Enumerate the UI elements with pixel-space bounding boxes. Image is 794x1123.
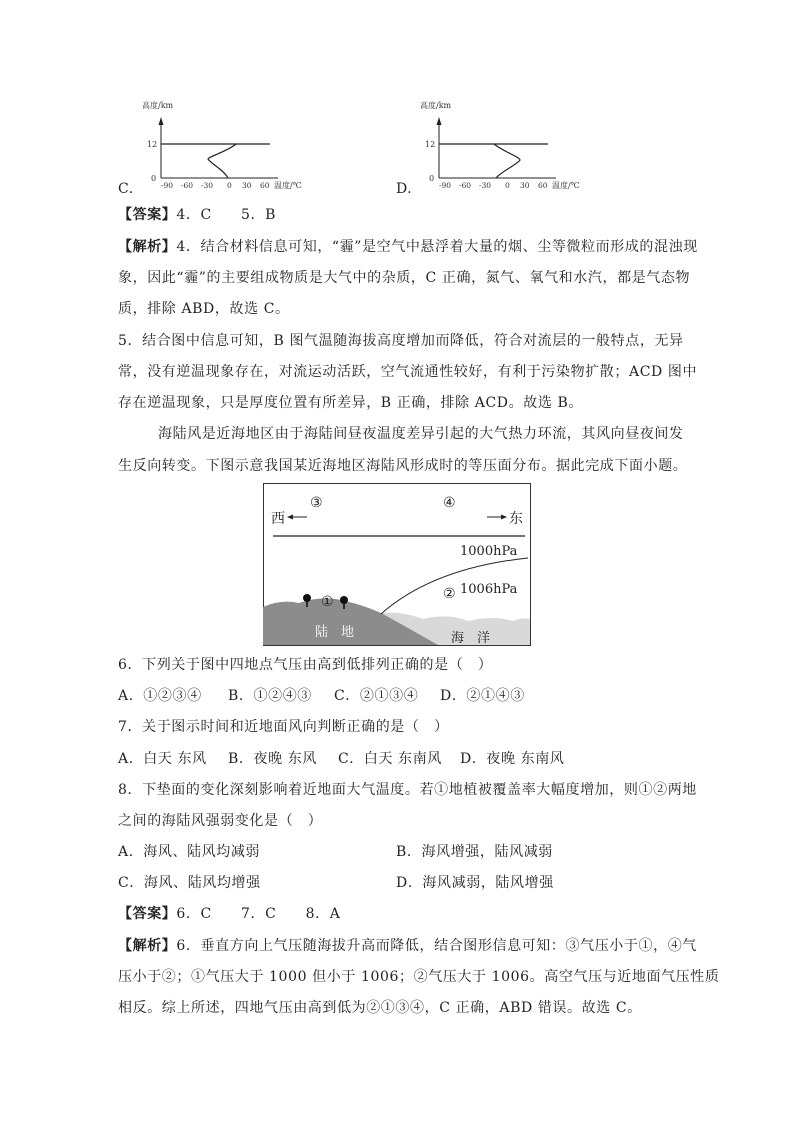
sea-label: 海 洋 <box>451 631 491 646</box>
q8-option-b[interactable]: B．海风增强，陆风减弱 <box>396 844 553 860</box>
analysis-text: 6．垂直方向上气压随海拔升高而降低，结合图形信息可知：③气压小于①，④气 <box>176 938 697 954</box>
analysis-tag: 【解析】 <box>118 938 177 954</box>
q8-option-c[interactable]: C．海风、陆风均增强 <box>118 875 261 891</box>
chart-d-xtick: 60 <box>538 181 548 190</box>
chart-c-ylabel: 高度/km <box>142 101 174 110</box>
land-label: 陆 地 <box>315 625 355 640</box>
diagram-svg <box>263 483 531 646</box>
option-d-label: D． <box>396 181 422 197</box>
analysis-line: 压小于②；①气压大于 1000 但小于 1006；②气压大于 1006。高空气压与近地面气压性质 <box>118 969 720 985</box>
analysis-line <box>118 936 697 956</box>
chart-d-xtick: 30 <box>520 181 530 190</box>
q7-stem: 7．关于图示时间和近地面风向判断正确的是（ ） <box>118 719 449 735</box>
q6-stem: 6．下列关于图中四地点气压由高到低排列正确的是（ ） <box>118 657 493 673</box>
q8-option-d[interactable]: D．海风减弱，陆风增强 <box>396 875 554 891</box>
q7-option-b[interactable]: B．夜晚 东风 <box>228 751 317 767</box>
chart-c-xtick: 30 <box>242 181 252 190</box>
chart-c <box>118 95 318 195</box>
analysis-line: 相反。综上所述，四地气压由高到低为②①③④，C 正确，ABD 错误。故选 C。 <box>118 1000 642 1016</box>
answer-tag: 【答案】 <box>118 207 177 223</box>
chart-d-xtick: -60 <box>459 181 472 190</box>
analysis-line: 5．结合图中信息可知，B 图气温随海拔高度增加而降低，符合对流层的一般特点，无异 <box>118 333 684 349</box>
passage-line: 海陆风是近海地区由于海陆间昼夜温度差异引起的大气热力环流，其风向昼夜间发 <box>158 426 684 442</box>
answer-text: 6．C 7．C 8．A <box>176 906 341 922</box>
answer-line-1 <box>118 205 276 225</box>
chart-c-xtick: -90 <box>161 181 174 190</box>
q7-option-a[interactable]: A．白天 东风 <box>118 751 207 767</box>
isobar-1000-label: 1000hPa <box>460 544 518 559</box>
west-label: 西 <box>271 511 285 527</box>
point-3-label: ③ <box>310 495 323 511</box>
chart-c-origin: 0 <box>151 174 157 183</box>
chart-c-xtick: 60 <box>260 181 270 190</box>
q7-option-c[interactable]: C．白天 东南风 <box>338 751 442 767</box>
point-1-label: ① <box>321 594 334 610</box>
answer-text: 4．C 5．B <box>176 207 277 223</box>
chart-d <box>396 95 596 195</box>
q8-stem: 之间的海陆风强弱变化是（ ） <box>118 813 323 829</box>
chart-d-xlabel: 温度/℃ <box>552 181 580 190</box>
q6-option-a[interactable]: A．①②③④ <box>118 688 202 704</box>
analysis-tag: 【解析】 <box>118 239 177 255</box>
chart-c-plot <box>118 95 318 195</box>
chart-d-xtick: -90 <box>439 181 452 190</box>
q8-stem: 8．下垫面的变化深刻影响着近地面大气温度。若①地植被覆盖率大幅度增加，则①②两地 <box>118 782 697 798</box>
q6-option-b[interactable]: B．①②④③ <box>228 688 312 704</box>
chart-d-origin: 0 <box>429 174 435 183</box>
chart-d-ytick-12: 12 <box>425 140 436 149</box>
option-c-label: C． <box>118 181 143 197</box>
east-label: 东 <box>509 511 523 527</box>
chart-c-xlabel: 温度/℃ <box>274 181 302 190</box>
q6-option-c[interactable]: C．②①③④ <box>334 688 419 704</box>
analysis-line: 存在逆温现象，只是厚度位置有所差异，B 正确，排除 ACD。故选 B。 <box>118 395 583 411</box>
chart-d-xtick: 0 <box>505 181 510 190</box>
chart-d-plot <box>396 95 596 195</box>
q7-option-d[interactable]: D．夜晚 东南风 <box>460 751 565 767</box>
analysis-line: 质，排除 ABD，故选 C。 <box>118 301 290 317</box>
analysis-line: 常，没有逆温现象存在，对流运动活跃，空气流通性较好，有利于污染物扩散；ACD 图中 <box>118 364 698 380</box>
q6-option-d[interactable]: D．②①④③ <box>440 688 525 704</box>
chart-d-ylabel: 高度/km <box>420 101 452 110</box>
chart-c-xtick: -30 <box>201 181 214 190</box>
analysis-text: 4．结合材料信息可知，“霾”是空气中悬浮着大量的烟、尘等微粒而形成的混浊现 <box>176 239 698 255</box>
answer-tag: 【答案】 <box>118 906 177 922</box>
q8-option-a[interactable]: A．海风、陆风均减弱 <box>118 844 261 860</box>
point-2-label: ② <box>443 586 456 602</box>
analysis-line <box>118 237 698 257</box>
answer-line-2 <box>118 904 340 924</box>
chart-c-xtick: 0 <box>227 181 232 190</box>
passage-line: 生反向转变。下图示意我国某近海地区海陆风形成时的等压面分布。据此完成下面小题。 <box>118 458 688 474</box>
point-4-label: ④ <box>443 495 456 511</box>
chart-c-xtick: -60 <box>181 181 194 190</box>
sea-land-breeze-diagram <box>263 483 531 646</box>
chart-c-ytick-12: 12 <box>147 140 158 149</box>
analysis-line: 象，因此“霾”的主要组成物质是大气中的杂质，C 正确，氮气、氧气和水汽，都是气态物 <box>118 270 691 286</box>
chart-d-xtick: -30 <box>479 181 492 190</box>
isobar-1006-label: 1006hPa <box>460 582 518 597</box>
